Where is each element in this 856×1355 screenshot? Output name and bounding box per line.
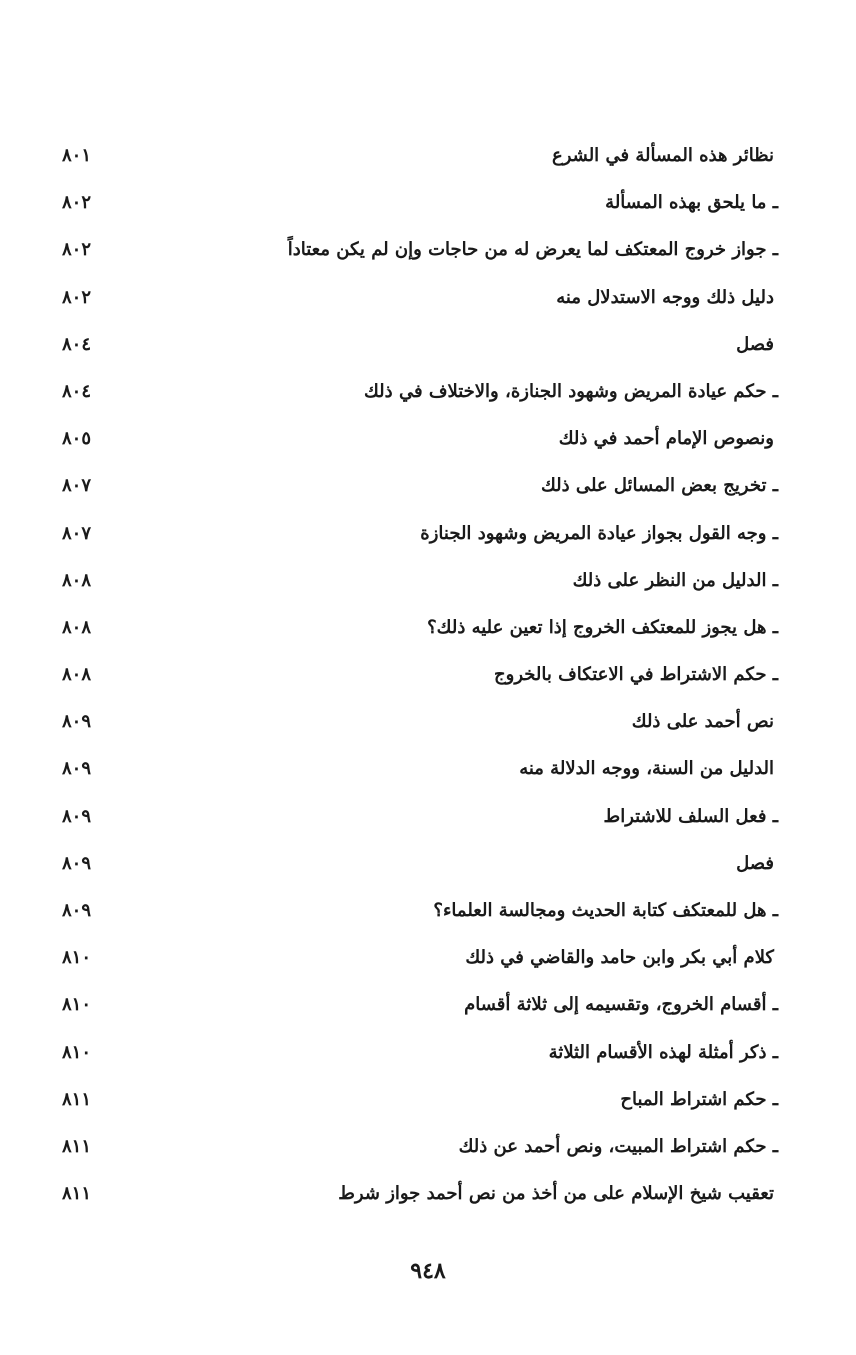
toc-entry-title: كلام أبي بكر وابن حامد والقاضي في ذلك [465,947,774,969]
toc-entry-title: الدليل من السنة، ووجه الدلالة منه [519,758,774,780]
toc-entry-title: ـ حكم اشتراط المبيت، ونص أحمد عن ذلك [458,1135,778,1157]
toc-entry [0,653,856,700]
toc-entry [0,889,856,936]
toc-entry [0,983,856,1030]
toc-entry-page: ٨٠٥ [62,428,92,450]
toc-entry [0,1125,856,1172]
toc-entry-title: ـ هل للمعتكف كتابة الحديث ومجالسة العلماء؟ [433,900,778,921]
toc-entry [0,559,856,606]
toc-entry [0,417,856,464]
toc-entry-page: ٨٠٩ [62,758,92,780]
table-of-contents [0,134,856,1219]
toc-entry [0,512,856,559]
toc-entry-title: ـ حكم اشتراط المباح [620,1088,778,1110]
toc-entry-page: ٨٠٩ [62,852,92,874]
toc-entry-page: ٨٠٢ [62,192,92,214]
toc-entry-title: ـ ما يلحق بهذه المسألة [605,192,778,214]
toc-entry-title: نص أحمد على ذلك [631,711,774,733]
toc-entry-title: نظائر هذه المسألة في الشرع [551,145,774,166]
toc-entry-page: ٨٠٧ [62,522,92,544]
toc-entry-page: ٨٠٤ [62,333,92,355]
toc-entry-title: فصل [736,333,774,355]
page-number: ٩٤٨ [410,1258,446,1284]
toc-entry [0,700,856,747]
toc-entry [0,370,856,417]
toc-entry-page: ٨١١ [62,1135,92,1157]
toc-entry-page: ٨١٠ [62,947,92,969]
toc-entry-title: ـ فعل السلف للاشتراط [603,805,778,827]
toc-entry [0,134,856,181]
toc-entry-title: ـ تخريج بعض المسائل على ذلك [541,475,778,497]
toc-entry [0,323,856,370]
toc-entry [0,1172,856,1219]
toc-entry-title: فصل [736,852,774,874]
toc-entry-title: تعقيب شيخ الإسلام على من أخذ من نص أحمد جواز شرط [338,1183,774,1205]
toc-entry [0,464,856,511]
toc-entry-title: ـ جواز خروج المعتكف لما يعرض له من حاجات وإن لم يكن معتاداً [287,239,778,261]
toc-entry-title: ـ ذكر أمثلة لهذه الأقسام الثلاثة [548,1041,778,1063]
toc-entry-title: ـ حكم عيادة المريض وشهود الجنازة، والاختلاف في ذلك [364,380,778,402]
toc-entry [0,842,856,889]
toc-entry [0,181,856,228]
toc-entry [0,1031,856,1078]
toc-entry-page: ٨٠٩ [62,711,92,733]
toc-entry-page: ٨٠١ [62,145,92,166]
toc-entry-title: ـ وجه القول بجواز عيادة المريض وشهود الجنازة [420,522,778,544]
toc-entry [0,276,856,323]
toc-entry-title: ـ الدليل من النظر على ذلك [572,569,778,591]
toc-entry-page: ٨٠٩ [62,900,92,921]
toc-entry-title: ـ هل يجوز للمعتكف الخروج إذا تعين عليه ذلك؟ [427,616,778,638]
toc-entry-page: ٨١١ [62,1088,92,1110]
toc-entry [0,795,856,842]
toc-entry-page: ٨٠٧ [62,475,92,497]
toc-entry [0,936,856,983]
toc-entry-title: دليل ذلك ووجه الاستدلال منه [556,286,774,308]
toc-entry [0,228,856,275]
toc-entry-page: ٨٠٨ [62,664,92,686]
toc-entry-page: ٨١٠ [62,994,92,1016]
toc-entry-page: ٨٠٤ [62,380,92,402]
toc-entry-page: ٨١١ [62,1183,92,1205]
toc-entry [0,1078,856,1125]
toc-entry-title: ـ أقسام الخروج، وتقسيمه إلى ثلاثة أقسام [464,994,778,1016]
toc-entry-title: ـ حكم الاشتراط في الاعتكاف بالخروج [494,664,778,686]
toc-entry-page: ٨٠٩ [62,805,92,827]
toc-entry [0,747,856,794]
toc-entry-page: ٨٠٨ [62,569,92,591]
toc-entry-page: ٨٠٢ [62,286,92,308]
toc-entry-page: ٨٠٢ [62,239,92,261]
toc-entry-page: ٨٠٨ [62,616,92,638]
toc-entry [0,606,856,653]
toc-entry-page: ٨١٠ [62,1041,92,1063]
toc-entry-title: ونصوص الإمام أحمد في ذلك [558,428,774,450]
